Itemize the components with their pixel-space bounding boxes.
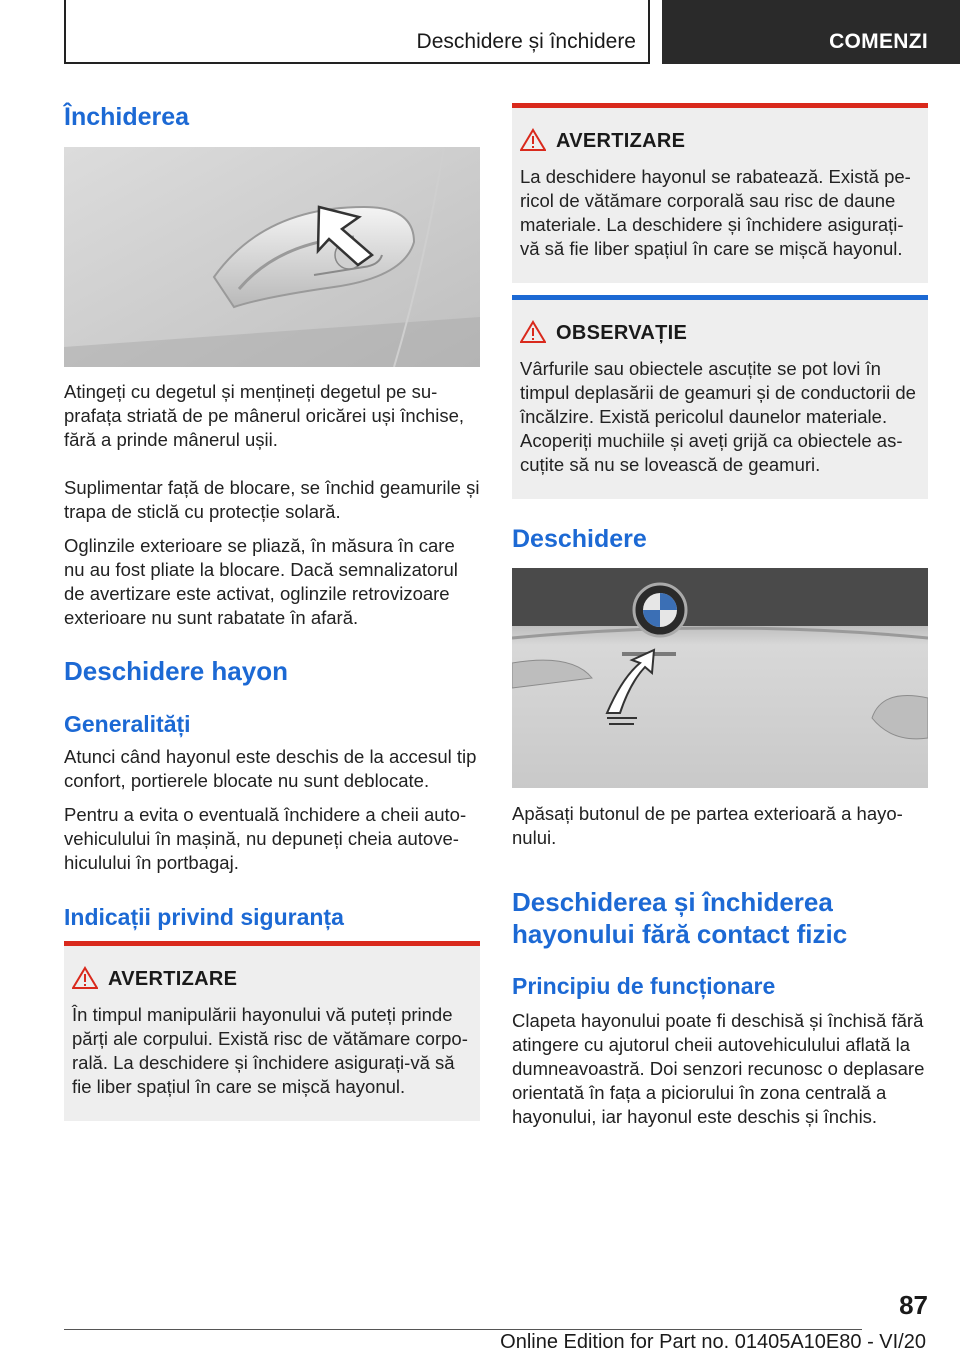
paragraph-apasati: Apăsați butonul de pe partea exterioară a hayonului. [512,803,903,848]
note-title: OBSERVAȚIE [556,322,688,344]
door-handle-illustration [64,147,480,367]
heading-inchiderea: Închiderea [64,103,190,131]
heading-indicatii-siguranta: Indicații privind siguranța [64,904,344,930]
warning-body-right: La deschidere hayonul se rabatează. Există pericol de vătămare corporală sau risc de daune materiale. La deschidere și închidere asigurați-vă să fie liber spațiul în care se mișcă hayonul. [520,166,911,259]
warning-body-left: În timpul manipulării hayonului vă puteți prinde părți ale corpului. Există risc de vătămare corporală. La deschidere și închidere asigurați-vă să fie liber spațiul în care se mișcă hayonul. [72,1004,468,1097]
heading-deschidere: Deschidere [512,525,647,553]
heading-fara-contact: Deschiderea și închiderea hayonului fără contact fizic [512,887,848,949]
note-triangle-icon [520,320,546,344]
header-right-rule [648,0,650,64]
warning-box-right [512,103,928,283]
paragraph-principiu: Clapeta hayonului poate fi deschisă și închisă fără atingere cu ajutorul cheii autovehiculului aflată la dumneavoastră. Doi senzori recunosc o deplasare orientată în fața a piciorului în zona centrală a hayonului, iar hayonul este deschis și închis. [512,1010,925,1127]
warning-box-left [64,941,480,1121]
paragraph-inchiderea-3: Oglinzile exterioare se pliază, în măsura în care nu au fost pliate la blocare. Dacă semnalizatorul de avertizare este activat, oglinzile retrovizoare exterioare nu sunt rabatate în afară. [64,535,458,628]
chapter-tab[interactable] [662,0,960,64]
heading-principiu: Principiu de funcționare [512,973,776,999]
door-handle-image [64,147,480,367]
tailgate-illustration [512,568,928,788]
paragraph-inchiderea-2: Suplimentar față de blocare, se închid geamurile și trapa de sticlă cu protecție solară. [64,477,480,522]
warning-title-left: AVERTIZARE [108,968,238,990]
header-section-title: Deschidere și închidere [416,30,636,53]
footer-edition: Online Edition for Part no. 01405A10E80 - VI/20 [500,1331,926,1353]
warning-title-right: AVERTIZARE [556,130,686,152]
paragraph-generalitati-1: Atunci când hayonul este deschis de la accesul tip confort, portierele blocate nu sunt deblocate. [64,746,477,791]
warning-triangle-icon [520,128,546,152]
paragraph-inchiderea-1: Atingeți cu degetul și mențineți degetul pe suprafața striată de pe mânerul oricărei uși închise, fără a prinde mânerul ușii. [64,381,465,450]
note-box [512,295,928,499]
heading-deschidere-hayon: Deschidere hayon [64,656,288,686]
header-bottom-rule [64,62,650,64]
page-number: 87 [899,1290,928,1320]
tailgate-button-image [512,568,928,788]
warning-triangle-icon [72,966,98,990]
paragraph-generalitati-2: Pentru a evita o eventuală închidere a cheii autovehiculului în mașină, nu depuneți cheia autovehiculului în portbagaj. [64,804,467,873]
chapter-tab-label: COMENZI [829,30,928,53]
note-body: Vârfurile sau obiectele ascuțite se pot lovi în timpul deplasării de geamuri și de conductorii de încălzire. Există pericolul daunelor materiale. Acoperiți muchiile și aveți grijă ca obiectele ascuțite să nu se lovească de geamuri. [520,358,916,475]
heading-generalitati: Generalități [64,711,191,737]
footer-rule [64,1329,862,1330]
